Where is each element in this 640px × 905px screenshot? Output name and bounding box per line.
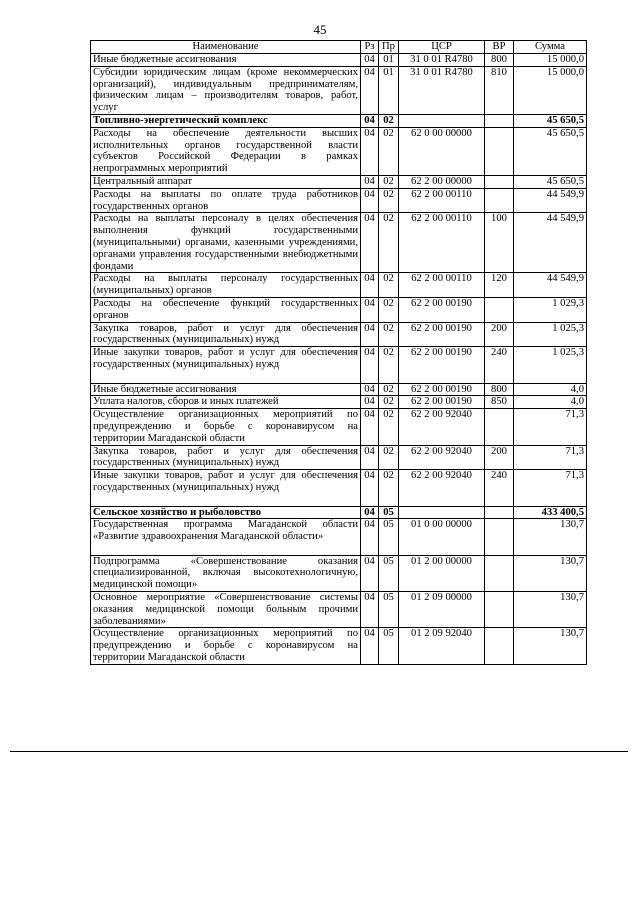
cell-pr: 02 — [379, 175, 399, 188]
cell-rz: 04 — [361, 506, 379, 519]
cell-vr: 100 — [485, 213, 514, 273]
cell-pr: 01 — [379, 54, 399, 67]
cell-pr: 02 — [379, 409, 399, 445]
page-number: 45 — [313, 22, 327, 37]
cell-csr: 62 2 00 00190 — [399, 347, 485, 383]
table-row — [91, 555, 587, 591]
cell-vr: 240 — [485, 470, 514, 506]
cell-rz: 04 — [361, 592, 379, 628]
budget-table — [90, 40, 587, 665]
cell-rz: 04 — [361, 213, 379, 273]
cell-pr: 02 — [379, 383, 399, 396]
cell-rz: 04 — [361, 396, 379, 409]
cell-sum: 1 025,3 — [514, 322, 587, 347]
header-vr: ВР — [485, 41, 514, 54]
cell-vr — [485, 409, 514, 445]
cell-sum: 130,7 — [514, 628, 587, 664]
cell-sum: 130,7 — [514, 519, 587, 555]
cell-sum: 44 549,9 — [514, 213, 587, 273]
bottom-rule — [10, 751, 628, 752]
cell-rz: 04 — [361, 114, 379, 127]
cell-sum: 71,3 — [514, 445, 587, 470]
header-name: Наименование — [91, 41, 361, 54]
cell-csr — [399, 506, 485, 519]
cell-pr: 02 — [379, 213, 399, 273]
table-row — [91, 592, 587, 628]
cell-csr: 62 2 00 00190 — [399, 297, 485, 322]
cell-name: Уплата налогов, сборов и иных платежей — [91, 396, 361, 409]
cell-csr: 01 2 09 92040 — [399, 628, 485, 664]
table-row — [91, 322, 587, 347]
cell-rz: 04 — [361, 175, 379, 188]
cell-rz: 04 — [361, 445, 379, 470]
cell-pr: 05 — [379, 628, 399, 664]
cell-rz: 04 — [361, 127, 379, 175]
cell-pr: 02 — [379, 297, 399, 322]
cell-sum: 44 549,9 — [514, 188, 587, 213]
cell-name: Центральный аппарат — [91, 175, 361, 188]
cell-name: Осуществление организационных мероприятий по предупреждению и борьбе с коронавирусом на территории Магаданской области — [91, 409, 361, 445]
header-pr: Пр — [379, 41, 399, 54]
cell-name: Расходы на выплаты персоналу в целях обеспечения выполнения функций государственными (муниципальными) органами, казенными учреждениями, органами управления государственными внебюджетными фондами — [91, 213, 361, 273]
cell-rz: 04 — [361, 519, 379, 555]
cell-sum: 4,0 — [514, 396, 587, 409]
cell-vr — [485, 188, 514, 213]
cell-csr: 62 0 00 00000 — [399, 127, 485, 175]
table-row — [91, 628, 587, 664]
cell-vr — [485, 592, 514, 628]
cell-vr: 240 — [485, 347, 514, 383]
cell-csr: 01 2 00 00000 — [399, 555, 485, 591]
cell-vr — [485, 506, 514, 519]
table-row — [91, 445, 587, 470]
cell-vr: 120 — [485, 273, 514, 298]
cell-name: Топливно-энергетический комплекс — [91, 114, 361, 127]
cell-csr: 62 2 00 00190 — [399, 322, 485, 347]
cell-pr: 05 — [379, 506, 399, 519]
cell-pr: 02 — [379, 470, 399, 506]
cell-vr — [485, 127, 514, 175]
cell-sum: 1 029,3 — [514, 297, 587, 322]
cell-pr: 02 — [379, 322, 399, 347]
cell-name: Иные закупки товаров, работ и услуг для обеспечения государственных (муниципальных) нужд — [91, 347, 361, 383]
cell-csr: 62 2 00 92040 — [399, 445, 485, 470]
cell-vr: 850 — [485, 396, 514, 409]
cell-pr: 01 — [379, 66, 399, 114]
cell-rz: 04 — [361, 322, 379, 347]
cell-vr — [485, 114, 514, 127]
table-header-row — [91, 41, 587, 54]
cell-pr: 05 — [379, 519, 399, 555]
cell-rz: 04 — [361, 347, 379, 383]
cell-vr — [485, 175, 514, 188]
cell-csr: 62 2 00 00110 — [399, 188, 485, 213]
cell-name: Закупка товаров, работ и услуг для обеспечения государственных (муниципальных) нужд — [91, 322, 361, 347]
cell-pr: 05 — [379, 555, 399, 591]
table-body — [91, 54, 587, 665]
cell-name: Расходы на обеспечение функций государственных органов — [91, 297, 361, 322]
cell-sum: 130,7 — [514, 555, 587, 591]
header-sum: Сумма — [514, 41, 587, 54]
table-row — [91, 66, 587, 114]
cell-name: Расходы на обеспечение деятельности высших исполнительных органов государственной власти субъектов Российской Федерации в рамках непрограммных мероприятий — [91, 127, 361, 175]
cell-name: Осуществление организационных мероприятий по предупреждению и борьбе с коронавирусом на территории Магаданской области — [91, 628, 361, 664]
cell-rz: 04 — [361, 188, 379, 213]
cell-sum: 45 650,5 — [514, 175, 587, 188]
cell-csr: 62 2 00 00000 — [399, 175, 485, 188]
cell-sum: 71,3 — [514, 470, 587, 506]
cell-sum: 45 650,5 — [514, 127, 587, 175]
table-row — [91, 347, 587, 383]
table-row — [91, 409, 587, 445]
cell-csr — [399, 114, 485, 127]
cell-name: Иные закупки товаров, работ и услуг для обеспечения государственных (муниципальных) нужд — [91, 470, 361, 506]
header-rz: Рз — [361, 41, 379, 54]
cell-rz: 04 — [361, 555, 379, 591]
cell-vr: 800 — [485, 383, 514, 396]
cell-vr: 200 — [485, 445, 514, 470]
cell-sum: 15 000,0 — [514, 66, 587, 114]
table-row — [91, 396, 587, 409]
cell-name: Закупка товаров, работ и услуг для обеспечения государственных (муниципальных) нужд — [91, 445, 361, 470]
cell-rz: 04 — [361, 66, 379, 114]
cell-vr: 800 — [485, 54, 514, 67]
cell-rz: 04 — [361, 54, 379, 67]
cell-sum: 45 650,5 — [514, 114, 587, 127]
table-row — [91, 519, 587, 555]
table-row — [91, 188, 587, 213]
cell-sum: 44 549,9 — [514, 273, 587, 298]
cell-name: Субсидии юридическим лицам (кроме некоммерческих организаций), индивидуальным предпринимателям, физическим лицам – производителям товаров, работ, услуг — [91, 66, 361, 114]
cell-name: Подпрограмма «Совершенствование оказания специализированной, включая высокотехнологичную, медицинской помощи» — [91, 555, 361, 591]
cell-rz: 04 — [361, 383, 379, 396]
cell-vr — [485, 628, 514, 664]
table-row — [91, 127, 587, 175]
cell-pr: 05 — [379, 592, 399, 628]
cell-sum: 71,3 — [514, 409, 587, 445]
table-row — [91, 273, 587, 298]
cell-rz: 04 — [361, 409, 379, 445]
cell-name: Иные бюджетные ассигнования — [91, 383, 361, 396]
cell-pr: 02 — [379, 396, 399, 409]
cell-pr: 02 — [379, 188, 399, 213]
cell-csr: 01 2 09 00000 — [399, 592, 485, 628]
cell-name: Расходы на выплаты персоналу государственных (муниципальных) органов — [91, 273, 361, 298]
table-row — [91, 54, 587, 67]
cell-vr — [485, 555, 514, 591]
cell-csr: 62 2 00 00190 — [399, 383, 485, 396]
cell-name: Сельское хозяйство и рыболовство — [91, 506, 361, 519]
cell-vr: 810 — [485, 66, 514, 114]
cell-vr — [485, 297, 514, 322]
cell-name: Государственная программа Магаданской области «Развитие здравоохранения Магаданской области» — [91, 519, 361, 555]
table-row — [91, 506, 587, 519]
cell-pr: 02 — [379, 273, 399, 298]
table-row — [91, 383, 587, 396]
cell-rz: 04 — [361, 273, 379, 298]
cell-rz: 04 — [361, 628, 379, 664]
cell-sum: 4,0 — [514, 383, 587, 396]
cell-csr: 62 2 00 92040 — [399, 409, 485, 445]
cell-name: Основное мероприятие «Совершенствование системы оказания медицинской помощи больным прочими заболеваниями» — [91, 592, 361, 628]
cell-pr: 02 — [379, 347, 399, 383]
cell-csr: 31 0 01 R4780 — [399, 54, 485, 67]
table-row — [91, 114, 587, 127]
cell-csr: 31 0 01 R4780 — [399, 66, 485, 114]
cell-sum: 1 025,3 — [514, 347, 587, 383]
cell-vr — [485, 519, 514, 555]
cell-sum: 433 400,5 — [514, 506, 587, 519]
cell-name: Расходы на выплаты по оплате труда работников государственных органов — [91, 188, 361, 213]
cell-pr: 02 — [379, 445, 399, 470]
cell-csr: 62 2 00 92040 — [399, 470, 485, 506]
table-row — [91, 213, 587, 273]
cell-vr: 200 — [485, 322, 514, 347]
cell-rz: 04 — [361, 470, 379, 506]
header-csr: ЦСР — [399, 41, 485, 54]
cell-rz: 04 — [361, 297, 379, 322]
cell-csr: 01 0 00 00000 — [399, 519, 485, 555]
cell-csr: 62 2 00 00190 — [399, 396, 485, 409]
cell-pr: 02 — [379, 114, 399, 127]
table-row — [91, 470, 587, 506]
table-row — [91, 175, 587, 188]
cell-csr: 62 2 00 00110 — [399, 213, 485, 273]
cell-csr: 62 2 00 00110 — [399, 273, 485, 298]
cell-sum: 15 000,0 — [514, 54, 587, 67]
table-row — [91, 297, 587, 322]
cell-name: Иные бюджетные ассигнования — [91, 54, 361, 67]
cell-sum: 130,7 — [514, 592, 587, 628]
cell-pr: 02 — [379, 127, 399, 175]
